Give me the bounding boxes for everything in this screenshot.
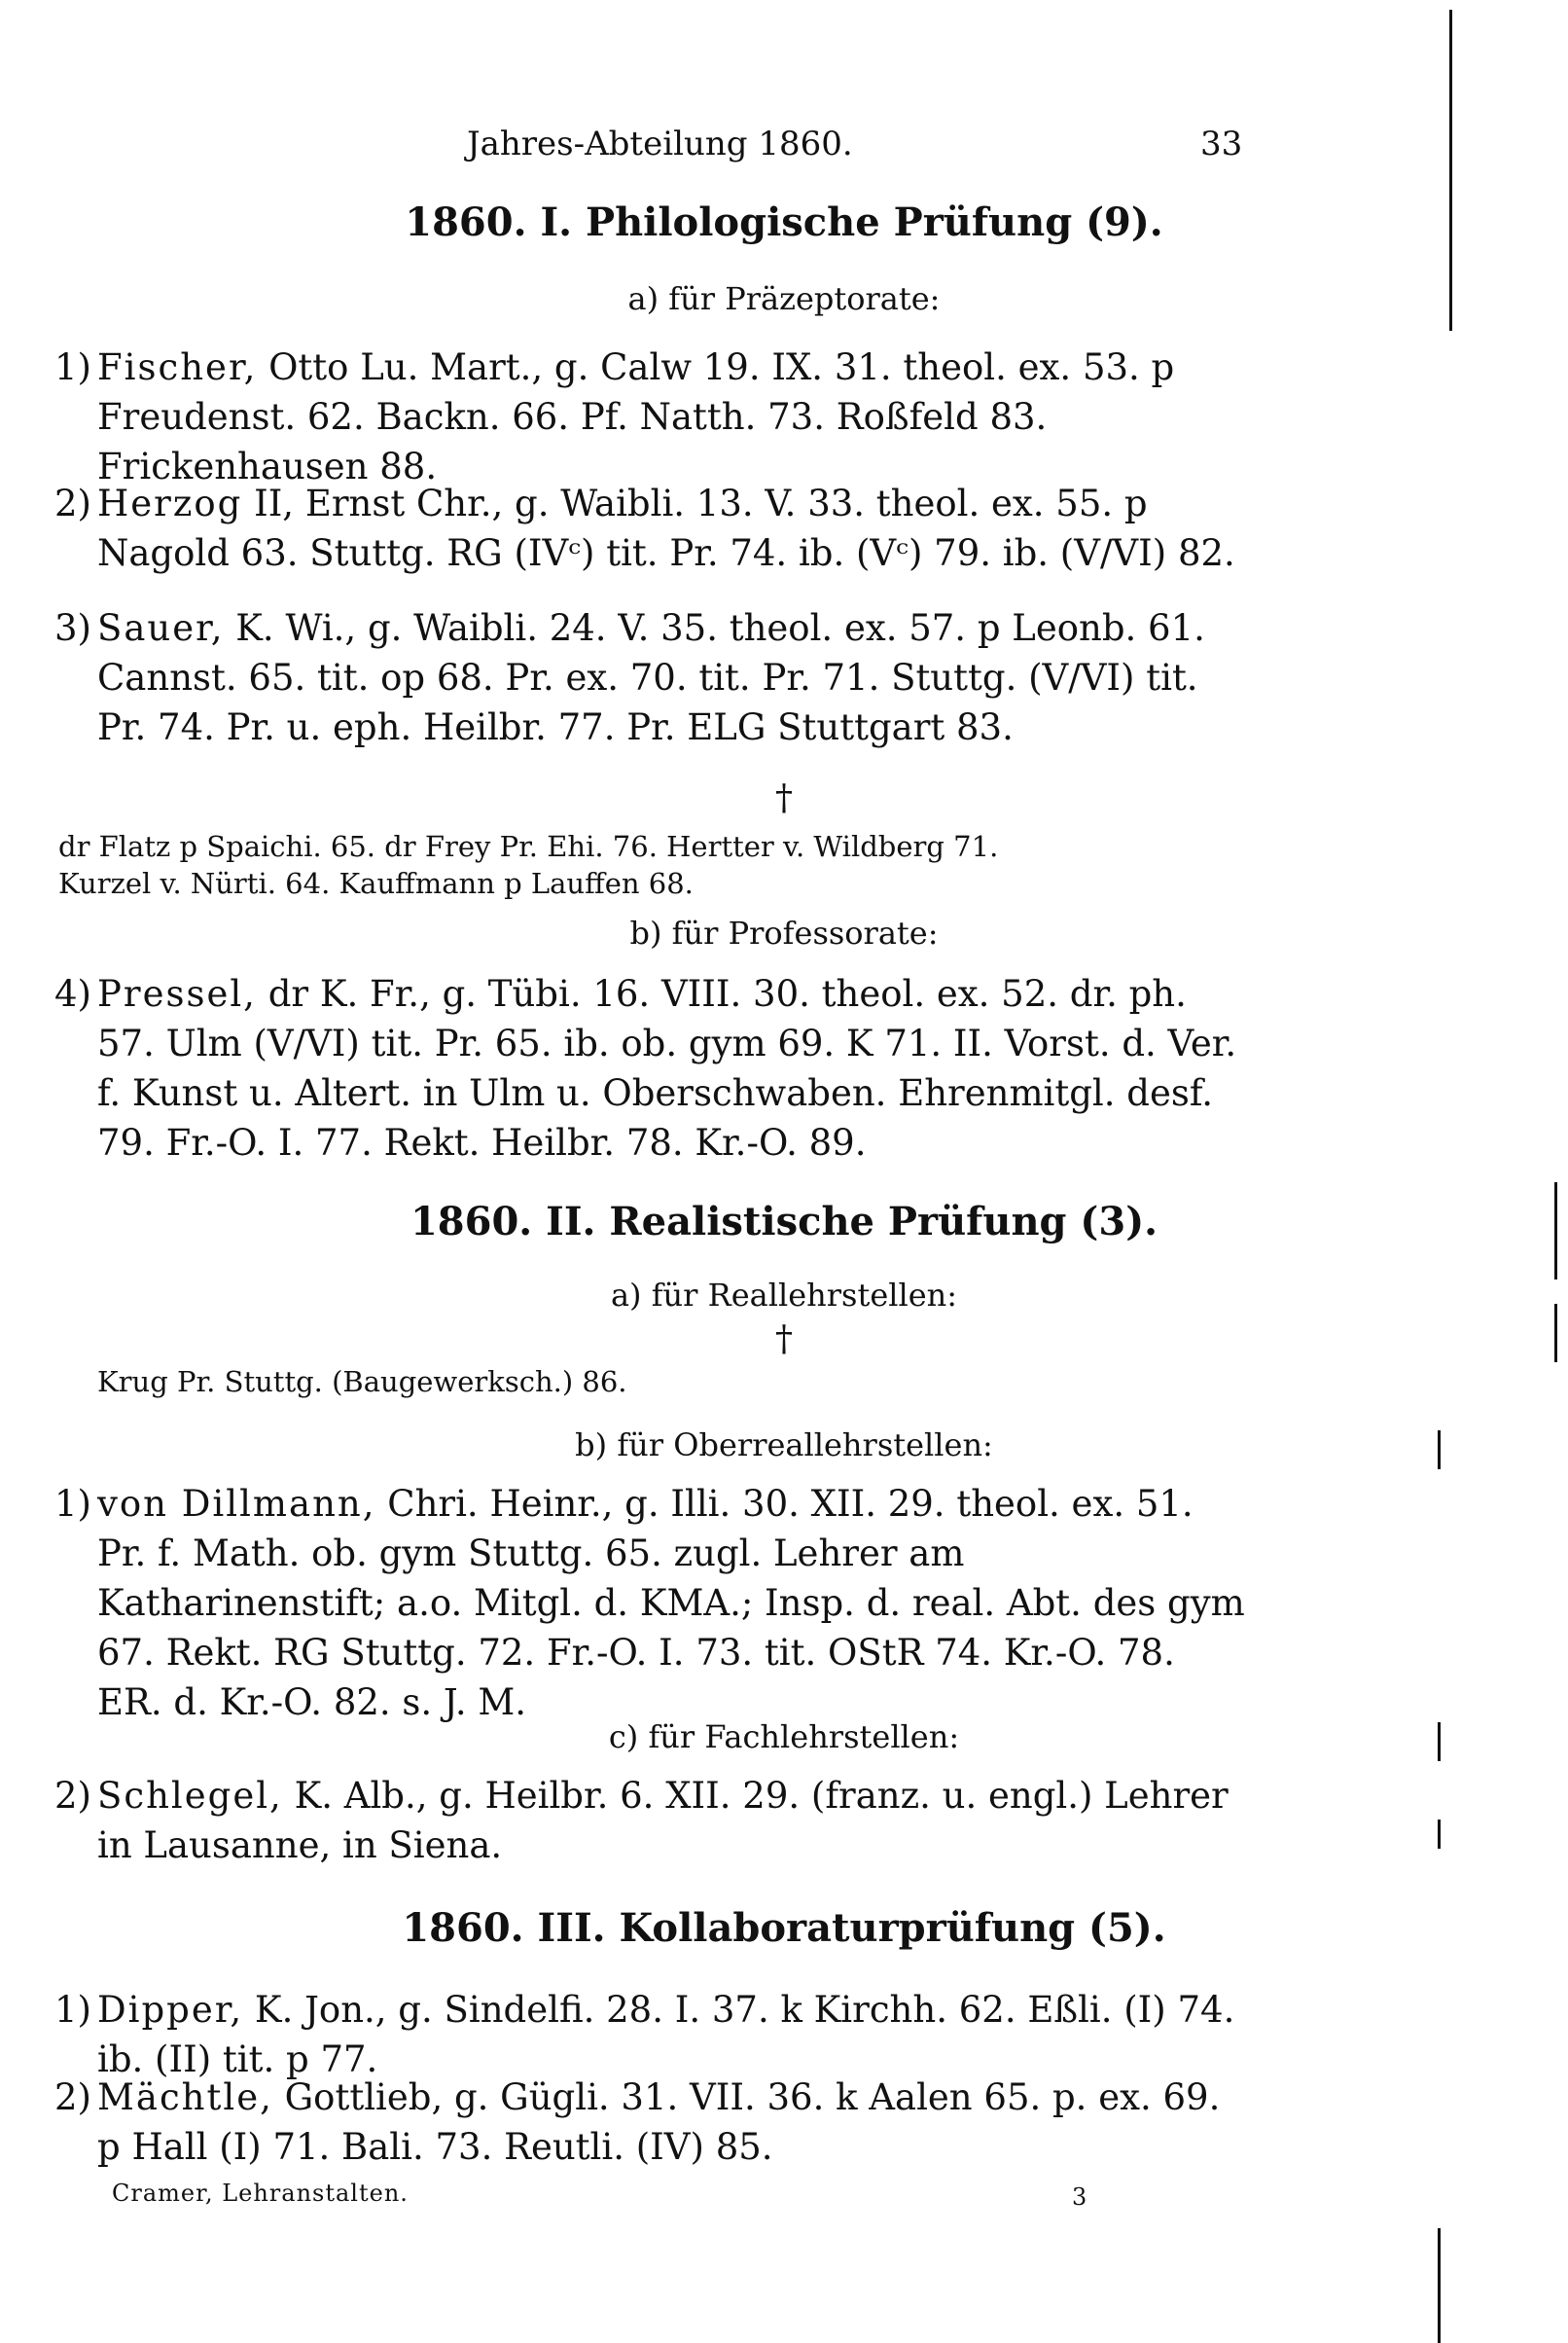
page-number: 33: [1200, 125, 1243, 163]
entry-herzog: [54, 479, 1245, 578]
entry-name: Fischer,: [97, 346, 258, 388]
deceased-cross-icon: †: [775, 1319, 793, 1359]
entry-number: 2): [54, 483, 91, 524]
section-title-philologische-pruefung: 1860. I. Philologische Prüfung (9).: [405, 199, 1163, 245]
scan-edge-line: [1438, 1430, 1441, 1469]
subsection-professorate: b) für Professorate:: [629, 915, 939, 952]
scan-edge-line: [1554, 1182, 1557, 1280]
entry-sauer: [54, 603, 1245, 752]
entry-name: Pressel,: [97, 973, 257, 1015]
entry-dipper: [54, 1985, 1245, 2084]
subsection-reallehrstellen: a) für Reallehrstellen:: [610, 1277, 958, 1314]
entry-maechtle: [54, 2073, 1245, 2172]
entry-pressel: [54, 969, 1245, 1168]
subsection-fachlehrstellen: c) für Fachlehrstellen:: [608, 1718, 960, 1755]
entry-name: von Dillmann,: [97, 1483, 376, 1525]
sheet-number: 3: [1072, 2183, 1087, 2211]
section-title-kollaboraturpruefung: 1860. III. Kollaboraturprüfung (5).: [402, 1905, 1166, 1951]
printer-signature: Cramer, Lehranstalten.: [112, 2180, 409, 2207]
entry-text: dr K. Fr., g. Tübi. 16. VIII. 30. theol. ex. 52. dr. ph. 57. Ulm (V/VI) tit. Pr. 65. ib. ob. gym 69. K 71. II. Vorst. d. Ver. f. Kunst u. Altert. in Ulm u. Oberschwaben. Ehrenmitgl. desf. 79. Fr.-O. I. 77. Rekt. Heilbr. 78. Kr.-O. 89.: [97, 973, 1237, 1164]
entry-text: Otto Lu. Mart., g. Calw 19. IX. 31. theol. ex. 53. p Freudenst. 62. Backn. 66. Pf. Natth. 73. Roßfeld 83. Frickenhausen 88.: [97, 346, 1175, 487]
deceased-line: dr Flatz p Spaichi. 65. dr Frey Pr. Ehi. 76. Hertter v. Wildberg 71.: [58, 830, 999, 863]
scan-edge-line: [1438, 1820, 1441, 1849]
entry-von-dillmann: [54, 1479, 1245, 1727]
entry-number: 2): [54, 2076, 91, 2118]
scan-edge-line: [1438, 2228, 1441, 2343]
entry-number: 1): [54, 346, 91, 388]
entry-schlegel: [54, 1771, 1245, 1870]
entry-text: Gottlieb, g. Gügli. 31. VII. 36. k Aalen 65. p. ex. 69. p Hall (I) 71. Bali. 73. Reutli. (IV) 85.: [97, 2076, 1221, 2168]
entry-text: K. Jon., g. Sindelfi. 28. I. 37. k Kirchh. 62. Eßli. (I) 74. ib. (II) tit. p 77.: [97, 1989, 1235, 2080]
deceased-line: Krug Pr. Stuttg. (Baugewerksch.) 86.: [97, 1365, 627, 1398]
deceased-line: Kurzel v. Nürti. 64. Kauffmann p Lauffen 68.: [58, 867, 694, 900]
entry-text: Chri. Heinr., g. Illi. 30. XII. 29. theol. ex. 51. Pr. f. Math. ob. gym Stuttg. 65. zugl. Lehrer am Katharinenstift; a.o. Mitgl. d. KMA.; Insp. d. real. Abt. des gym 67. Rekt. RG Stuttg. 72. Fr.-O. I. 73. tit. OStR 74. Kr.-O. 78. ER. d. Kr.-O. 82. s. J. M.: [97, 1483, 1245, 1723]
subsection-praezeptorate: a) für Präzeptorate:: [627, 280, 941, 317]
section-title-realistische-pruefung: 1860. II. Realistische Prüfung (3).: [410, 1199, 1158, 1244]
entry-number: 2): [54, 1775, 91, 1817]
entry-name: Herzog: [97, 483, 243, 524]
entry-text: K. Wi., g. Waibli. 24. V. 35. theol. ex. 57. p Leonb. 61. Cannst. 65. tit. op 68. Pr. ex. 70. tit. Pr. 71. Stuttg. (V/VI) tit. Pr. 74. Pr. u. eph. Heilbr. 77. Pr. ELG Stuttgart 83.: [97, 607, 1205, 748]
entry-number: 3): [54, 607, 91, 649]
entry-name: Schlegel,: [97, 1775, 283, 1817]
entry-name: Dipper,: [97, 1989, 244, 2031]
scan-edge-line: [1554, 1304, 1557, 1362]
entry-name: Mächtle,: [97, 2076, 273, 2118]
entry-number: 1): [54, 1989, 91, 2031]
subsection-oberreallehrstellen: b) für Oberreallehrstellen:: [575, 1426, 993, 1463]
entry-text: II, Ernst Chr., g. Waibli. 13. V. 33. theol. ex. 55. p Nagold 63. Stuttg. RG (IVᶜ) tit. Pr. 74. ib. (Vᶜ) 79. ib. (V/VI) 82.: [97, 483, 1235, 574]
entry-text: K. Alb., g. Heilbr. 6. XII. 29. (franz. u. engl.) Lehrer in Lausanne, in Siena.: [97, 1775, 1229, 1866]
entry-number: 1): [54, 1483, 91, 1525]
running-title: Jahres-Abteilung 1860.: [467, 125, 853, 163]
entry-fischer: [54, 342, 1245, 491]
scan-edge-line: [1438, 1722, 1441, 1761]
entry-number: 4): [54, 973, 91, 1015]
deceased-cross-icon: †: [775, 778, 793, 818]
scan-edge-line: [1449, 10, 1452, 331]
entry-name: Sauer,: [97, 607, 225, 649]
